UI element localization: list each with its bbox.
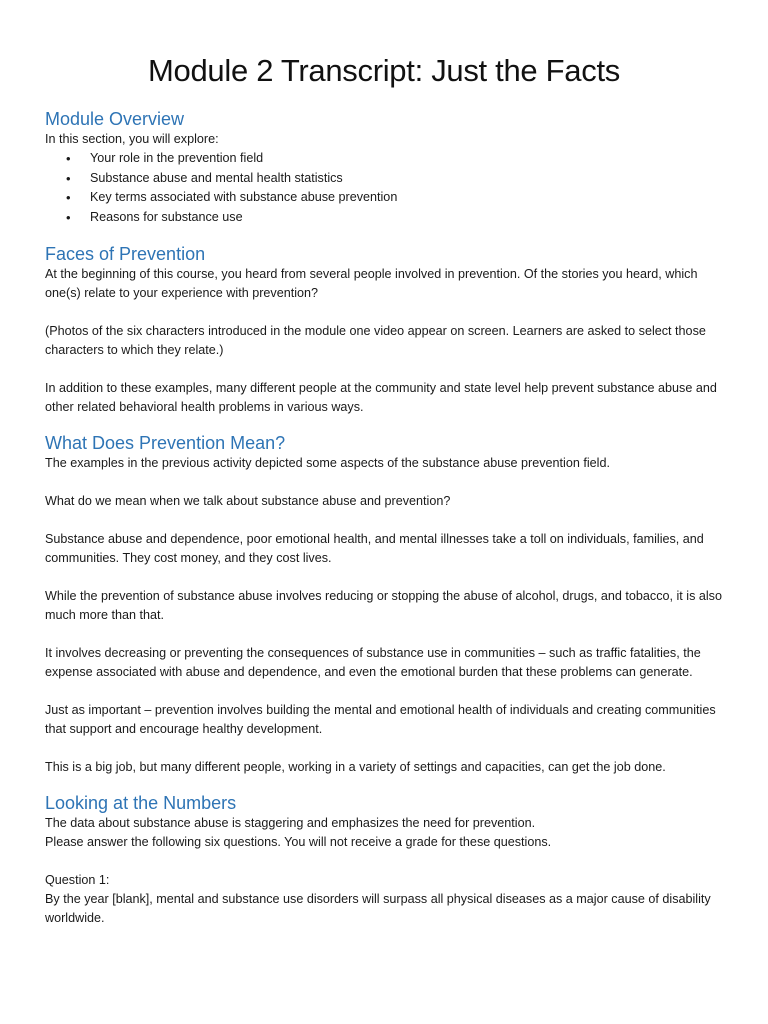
section-what-does-prevention-mean — [45, 432, 723, 777]
paragraph: At the beginning of this course, you heard from several people involved in prevention. Of the stories you heard, which one(s) relate to your experience with prevention? — [45, 266, 698, 300]
section-heading-faces-of-prevention: Faces of Prevention — [45, 243, 206, 264]
section-faces-of-prevention — [45, 243, 723, 417]
paragraph: The examples in the previous activity depicted some aspects of the substance abuse prevention field. — [45, 455, 610, 470]
section-heading-module-overview: Module Overview — [45, 109, 185, 129]
overview-intro: In this section, you will explore: — [45, 132, 219, 146]
question-label: Question 1: — [45, 872, 110, 887]
question-text: By the year [blank], mental and substance use disorders will surpass all physical diseases as a major cause of disability worldwide. — [45, 891, 711, 925]
paragraph: Substance abuse and dependence, poor emotional health, and mental illnesses take a toll on individuals, families, and communities. They cost money, and they cost lives. — [45, 531, 704, 565]
paragraph: (Photos of the six characters introduced in the module one video appear on screen. Learners are asked to select those characters to which they relate.) — [45, 323, 706, 357]
paragraph: While the prevention of substance abuse involves reducing or stopping the abuse of alcohol, drugs, and tobacco, it is also much more than that. — [45, 588, 722, 622]
list-item: • Reasons for substance use — [45, 208, 723, 228]
section-module-overview — [45, 108, 723, 228]
list-item: • Key terms associated with substance abuse prevention — [45, 188, 723, 208]
section-looking-at-the-numbers — [45, 792, 723, 928]
paragraph: What do we mean when we talk about substance abuse and prevention? — [45, 493, 451, 508]
section-heading-looking-at-the-numbers: Looking at the Numbers — [45, 792, 237, 813]
paragraph: In addition to these examples, many different people at the community and state level help prevent substance abuse and other related behavioral health problems in various ways. — [45, 380, 717, 414]
list-item: • Your role in the prevention field — [45, 149, 723, 169]
paragraph: It involves decreasing or preventing the consequences of substance use in communities – such as traffic fatalities, the expense associated with abuse and dependence, and even the emotional burden that these problems can generate. — [45, 645, 701, 679]
paragraph: The data about substance abuse is staggering and emphasizes the need for prevention. — [45, 815, 536, 830]
section-heading-what-does-prevention-mean: What Does Prevention Mean? — [45, 432, 286, 453]
list-item: • Substance abuse and mental health statistics — [45, 169, 723, 189]
paragraph: Just as important – prevention involves building the mental and emotional health of individuals and creating communities that support and encourage healthy development. — [45, 702, 716, 736]
paragraph: Please answer the following six questions. You will not receive a grade for these questions. — [45, 834, 552, 849]
page-title: Module 2 Transcript: Just the Facts — [148, 53, 620, 88]
overview-bullet-list — [45, 149, 723, 228]
paragraph: This is a big job, but many different people, working in a variety of settings and capacities, can get the job done. — [45, 759, 666, 774]
